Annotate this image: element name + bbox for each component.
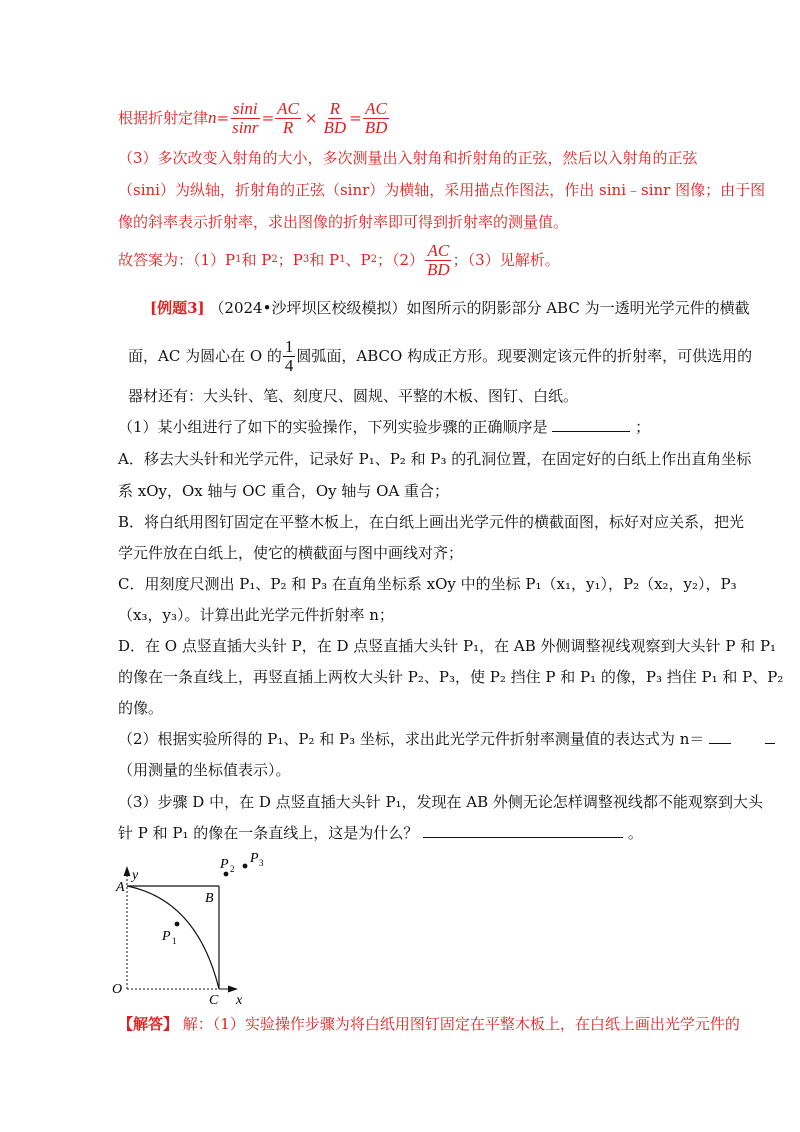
answer-text: 和 P [241, 251, 272, 269]
pin-p1 [175, 922, 180, 927]
question-1-end: ； [635, 418, 651, 436]
label-p3: P [250, 852, 259, 866]
step-d-line3: 的像。 [118, 699, 164, 717]
question-3-line1: （3）步骤 D 中，在 D 点竖直插大头针 P₁，发现在 AB 外侧无论怎样调整视线都不能观察到大头 [118, 793, 763, 811]
refraction-formula-line [118, 98, 390, 138]
example-text: 面，AC 为圆心在 O 的 [128, 347, 282, 365]
label-p2-sub: 2 [230, 864, 235, 874]
step-c-line2: （x₃，y₃）。计算出此光学元件折射率 n； [118, 606, 394, 624]
step-d-line1: D．在 O 点竖直插大头针 P，在 D 点竖直插大头针 P₁，在 AB 外侧调整视线观察到大头针 P 和 P₁ [118, 637, 777, 655]
question-3-line2 [118, 823, 643, 843]
answer-blank-3[interactable] [423, 823, 623, 838]
pin-p2 [224, 872, 229, 877]
label-x: x [236, 993, 243, 1008]
optics-diagram [108, 852, 268, 1008]
label-b: B [205, 891, 214, 906]
answer-text-line: 解：（1）实验操作步骤为将白纸用图钉固定在平整木板上，在白纸上画出光学元件的 [182, 1015, 740, 1033]
solution-part3-line1: （3）多次改变入射角的大小，多次测量出入射角和折射角的正弦，然后以入射角的正弦 [118, 149, 698, 167]
formula-prefix: 根据折射定律 [118, 109, 209, 127]
example-line1: （2024•沙坪坝区校级模拟）如图所示的阴影部分 ABC 为一透明光学元件的横截 [209, 299, 750, 317]
example-line3: 器材还有：大头针、笔、刻度尺、圆规、平整的木板、图钉、白纸。 [128, 387, 579, 405]
answer-summary-line: 故答案为：（1）P 1 和 P 2 ；P 3 和 P 1 、P 2 ；（2） $\frac{AC}{BD}$ ；（3）见解析。 [118, 240, 560, 279]
label-o: O [112, 982, 123, 997]
question-2b: （用测量的坐标值表示）。 [118, 761, 291, 779]
step-a-line1: A．移去大头针和光学元件，记录好 P₁、P₂ 和 P₃ 的孔洞位置，在固定好的白纸上作出直角坐标 [118, 450, 752, 468]
question-3-text: 针 P 和 P₁ 的像在一条直线上，这是为什么？ [118, 824, 419, 842]
fraction-ac-bd-answer: $\frac{AC}{BD}$ [427, 240, 450, 279]
answer-blank-2a[interactable] [709, 729, 731, 744]
answer-blank-1[interactable] [552, 417, 630, 432]
pin-p3 [243, 864, 248, 869]
times-sign: × [304, 109, 318, 127]
label-p3-sub: 3 [259, 858, 264, 868]
step-b-line1: B．将白纸用图钉固定在平整木板上，在白纸上画出光学元件的横截面图，标好对应关系，把光 [118, 513, 745, 531]
fraction-sini-sinr: $\frac{\sin i}{\sin r}$ [232, 98, 259, 137]
label-p1: P [162, 929, 171, 944]
y-arrow-icon [124, 866, 131, 876]
example-tag: [例题3] [150, 299, 205, 317]
equals-sign: = [216, 109, 230, 127]
x-arrow-icon [228, 986, 238, 993]
fraction-r-bd: $\frac{R}{BD}$ [323, 98, 347, 137]
formula-n: n [208, 108, 217, 127]
example-text: 圆弧面，ABCO 构成正方形。现要测定该元件的折射率，可供选用的 [296, 347, 753, 365]
question-1-text: （1）某小组进行了如下的实验操作，下列实验步骤的正确顺序是 [118, 418, 548, 436]
solution-part3-line2: （sini）为纵轴，折射角的正弦（sinr）为横轴，采用描点作图法，作出 sini﹣sinr 图像；由于图 [118, 181, 766, 199]
question-2 [118, 729, 775, 749]
solution-part3-line3: 像的斜率表示折射率，求出图像的折射率即可得到折射率的测量值。 [118, 213, 569, 231]
question-2-text: （2）根据实验所得的 P₁、P₂ 和 P₃ 坐标，求出此光学元件折射率测量值的表达式为 n＝ [118, 730, 705, 748]
answer-head-line [118, 1014, 740, 1034]
answer-text: 和 P [309, 251, 340, 269]
example-heading-line [150, 298, 750, 318]
step-c-line1: C．用刻度尺测出 P₁、P₂ 和 P₃ 在直角坐标系 xOy 中的坐标 P₁（x₁，y₁），P₂（x₂，y₂），P₃ [118, 575, 737, 593]
fraction-ac-bd: $\frac{AC}{BD}$ [364, 98, 388, 137]
equals-sign: = [349, 109, 362, 127]
answer-text: ；P [277, 251, 303, 269]
fraction-quarter: $\frac{1}{4}$ [284, 336, 294, 375]
label-c: C [209, 993, 219, 1008]
step-d-line2: 的像在一条直线上，再竖直插上两枚大头针 P₂、P₃，使 P₂ 挡住 P 和 P₁ 的像，P₃ 挡住 P₁ 和 P、P₂ [118, 668, 784, 686]
label-p2: P [220, 857, 229, 872]
label-a: A [116, 880, 125, 895]
answer-text: ；（3）见解析。 [452, 251, 560, 269]
question-3-end: 。 [627, 824, 643, 842]
answer-text: ；（2） [376, 251, 424, 269]
example-line2 [128, 336, 752, 376]
step-a-line2: 系 xOy，Ox 轴与 OC 重合，Oy 轴与 OA 重合； [118, 482, 450, 500]
answer-text: 、P [345, 251, 371, 269]
fraction-ac-r: $\frac{AC}{R}$ [277, 98, 299, 137]
answer-tag: 【解答】 [118, 1015, 179, 1033]
step-b-line2: 学元件放在白纸上，使它的横截面与图中画线对齐； [118, 544, 464, 562]
label-p1-sub: 1 [172, 936, 177, 946]
answer-text: 故答案为：（1）P [118, 251, 236, 269]
answer-blank-2b[interactable] [765, 729, 775, 744]
question-1 [118, 417, 650, 437]
label-y: y [132, 868, 139, 883]
equals-sign: = [261, 109, 275, 127]
